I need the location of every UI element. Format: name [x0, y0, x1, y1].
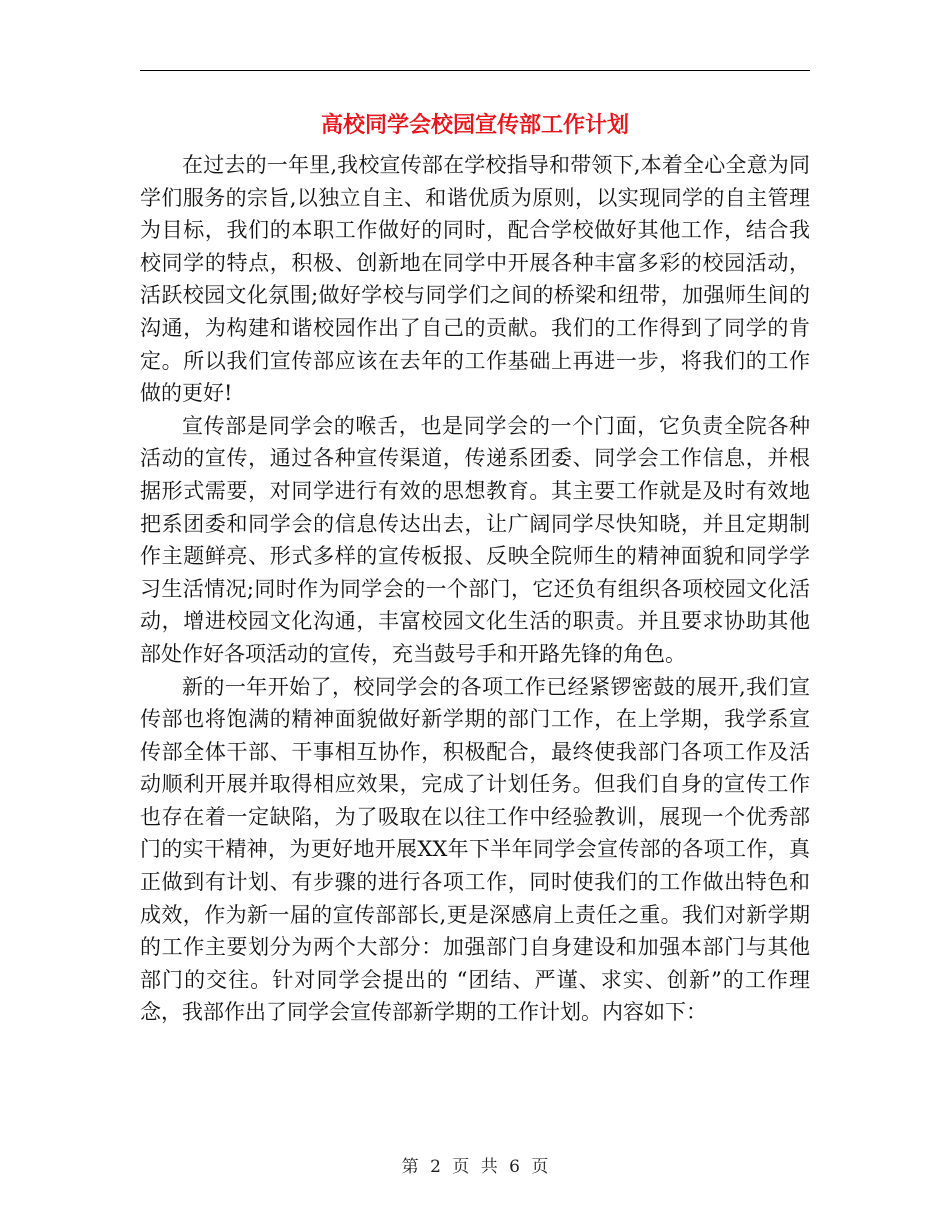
- header-rule: [140, 70, 810, 71]
- paragraph-1: 在过去的一年里,我校宣传部在学校指导和带领下,本着全心全意为同学们服务的宗旨,以独立自主、和谐优质为原则，以实现同学的自主管理为目标，我们的本职工作做好的同时，配合学校做好其他工作，结合我校同学的特点，积极、创新地在同学中开展各种丰富多彩的校园活动，活跃校园文化氛围;做好学校与同学们之间的桥梁和纽带，加强师生间的沟通，为构建和谐校园作出了自己的贡献。我们的工作得到了同学的肯定。所以我们宣传部应该在去年的工作基础上再进一步，将我们的工作做的更好!: [140, 153, 810, 406]
- paragraph-3: 新的一年开始了，校同学会的各项工作已经紧锣密鼓的展开,我们宣传部也将饱满的精神面貌做好新学期的部门工作，在上学期，我学系宣传部全体干部、干事相互协作，积极配合，最终使我部门各项工作及活动顺利开展并取得相应效果，完成了计划任务。但我们自身的宣传工作也存在着一定缺陷，为了吸取在以往工作中经验教训，展现一个优秀部门的实干精神，为更好地开展XX年下半年同学会宣传部的各项工作，真正做到有计划、有步骤的进行各项工作，同时使我们的工作做出特色和成效，作为新一届的宣传部部长,更是深感肩上责任之重。我们对新学期的工作主要划分为两个大部分：加强部门自身建设和加强本部门与其他部门的交往。针对同学会提出的 “团结、严谨、求实、创新”的工作理念，我部作出了同学会宣传部新学期的工作计划。内容如下：: [140, 674, 810, 1025]
- document-body: [140, 149, 810, 1029]
- document-title: 高校同学会校园宣传部工作计划: [320, 112, 629, 138]
- page-number-footer: 第 2 页 共 6 页: [401, 1157, 549, 1177]
- paragraph-2: 宣传部是同学会的喉舌，也是同学会的一个门面，它负责全院各种活动的宣传，通过各种宣传渠道，传递系团委、同学会工作信息，并根据形式需要，对同学进行有效的思想教育。其主要工作就是及时有效地把系团委和同学会的信息传达出去，让广阔同学尽快知晓，并且定期制作主题鲜亮、形式多样的宣传板报、反映全院师生的精神面貌和同学学习生活情况;同时作为同学会的一个部门，它还负有组织各项校园文化活动，增进校园文化沟通，丰富校园文化生活的职责。并且要求协助其他部处作好各项活动的宣传，充当鼓号手和开路先锋的角色。: [140, 413, 810, 666]
